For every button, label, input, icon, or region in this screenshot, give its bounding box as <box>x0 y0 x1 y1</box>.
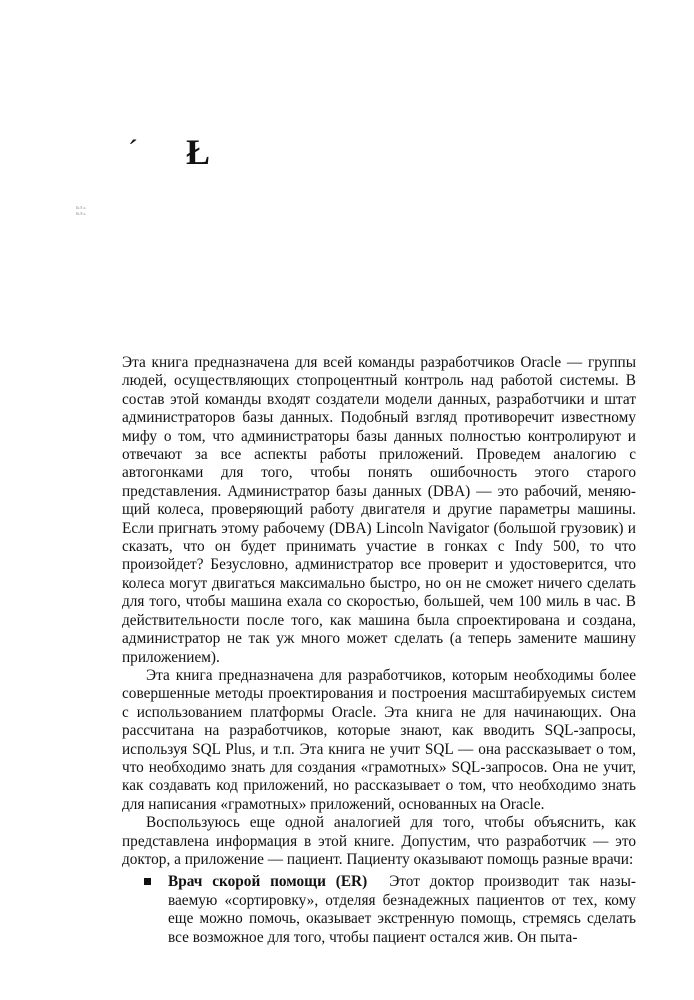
paragraph-3: Воспользуюсь еще одной аналогией для того, чтобы объяснить, как представлена информация в этой книге. Допустим, что разработчик — это доктор, а приложение — пациент. Пациенту оказывают помощь разные врачи: <box>122 814 636 868</box>
heading-letter: Ł <box>186 132 211 172</box>
doctor-list <box>122 873 636 947</box>
body-text <box>122 354 636 947</box>
list-item <box>122 873 636 947</box>
tiny-mark-1: Ik.E.s. <box>76 205 87 210</box>
list-item-text: Этот доктор производит так называемую «сортировку», отделяя безнадежных пациентов от тех, кому еще можно помочь, оказывает экстренную помощь, стремясь сделать все возможное для того, чтобы пациент остался жив. Он пыта- <box>168 873 636 946</box>
paragraph-1: Эта книга предназначена для всей команды разработчиков Oracle — группы людей, осуществляющих стопроцентный контроль над работой системы. В состав этой команды входят создатели модели данных, разработчики и штат администраторов базы данных. Подобный взгляд противоречит известному мифу о том, что администраторы базы данных полностью контролируют и отвечают за все аспекты работы приложений. Проведем аналогию с автогонками для того, чтобы понять ошибочность этого старого представления. Администратор базы данных (DBA) — это рабочий, меняющий колеса, проверяющий работу двигателя и другие параметры машины. Если пригнать этому рабочему (DBA) Lincoln Navigator (большой грузовик) и сказать, что он будет принимать участие в гонках с Indy 500, то что произойдет? Безусловно, администратор все проверит и удостоверится, что колеса могут двигаться максимально быстро, но он не сможет ничего сделать для того, чтобы машина ехала со скоростью, большей, чем 100 миль в час. В действительности после того, как машина была спроектирована и создана, администратор не так уж много может сделать (а теперь замените машину приложением). <box>122 354 636 666</box>
list-item-term: Врач скорой помощи (ER) <box>168 873 368 891</box>
tiny-mark-2: Ik.E.s. <box>76 211 87 216</box>
bullet-square-icon <box>144 878 151 885</box>
paragraph-2: Эта книга предназначена для разработчиков, которым необходимы более совершенные методы проектирования и построения масштабируемых систем с использованием платформы Oracle. Эта книга не для начинающих. Она рассчитана на разработчиков, которые знают, как вводить SQL-запросы, используя SQL Plus, и т.п. Эта книга не учит SQL — она рассказывает о том, что необходимо знать для создания «грамотных» SQL-запросов. Она не учит, как создавать код приложений, но рассказывает о том, что необходимо знать для написания «грамотных» приложений, основанных на Oracle. <box>122 666 636 813</box>
heading-accent-mark: ´ <box>128 134 138 167</box>
